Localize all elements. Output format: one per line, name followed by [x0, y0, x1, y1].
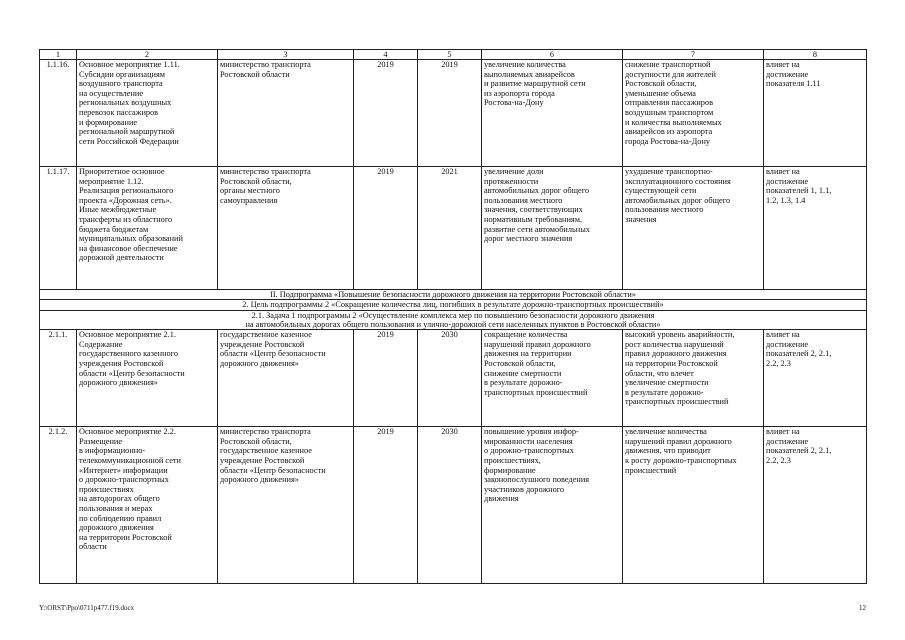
subprogram-heading-row: [40, 290, 867, 300]
program-table: [39, 49, 867, 584]
executor-cell: министерство транспорта Ростовской области, органы местного самоуправления: [218, 167, 354, 290]
row-number: 2.1.1.: [40, 330, 77, 427]
column-number: 5: [418, 50, 482, 60]
column-number: 4: [354, 50, 418, 60]
row-number: 1.1.16.: [40, 60, 77, 167]
start-year-cell: 2019: [354, 60, 418, 167]
end-year-cell: 2030: [418, 330, 482, 427]
row-number: 2.1.2.: [40, 427, 77, 584]
table-row: [40, 427, 867, 584]
goal-heading-row: [40, 300, 867, 310]
goal-heading: 2. Цель подпрограммы 2 «Сокращение количества лиц, погибших в результате дорожно-транспортных происшествий»: [40, 300, 867, 310]
consequence-cell: ухудшение транспортно- эксплуатационного состояния существующей сети автомобильных дорог общего пользования местного значения: [623, 167, 764, 290]
executor-cell: министерство транспорта Ростовской области: [218, 60, 354, 167]
column-number-row: [40, 50, 867, 60]
file-path-footer: Y:\ORST\Ppo\0711p477.f19.docx: [39, 604, 135, 612]
subprogram-heading: II. Подпрограмма «Повышение безопасности дорожного движения на территории Ростовской области»: [40, 290, 867, 300]
start-year-cell: 2019: [354, 330, 418, 427]
column-number: 7: [623, 50, 764, 60]
table-row: [40, 167, 867, 290]
end-year-cell: 2021: [418, 167, 482, 290]
measure-cell: Основное мероприятие 2.2. Размещение в информационно- телекоммуникационной сети «Интернет» информации о дорожно-транспортных происшествиях на автодорогах общего пользования и мерах по соблюдению правил дорожного движения на территории Ростовской области: [77, 427, 218, 584]
row-number: 1.1.17.: [40, 167, 77, 290]
measure-cell: Приоритетное основное мероприятие 1.12. Реализация регионального проекта «Дорожная сеть». Иные межбюджетные трансферты из областного бюджета бюджетам муниципальных образований на финансовое обеспечение дорожной деятельности: [77, 167, 218, 290]
start-year-cell: 2019: [354, 167, 418, 290]
measure-cell: Основное мероприятие 1.11. Субсидии организациям воздушного транспорта на осуществление региональных воздушных перевозок пассажиров и формирование региональной маршрутной сети Российской Федерации: [77, 60, 218, 167]
indicator-link-cell: влияет на достижение показателей 1, 1.1, 1.2, 1.3, 1.4: [764, 167, 867, 290]
page-number: 12: [859, 604, 866, 612]
indicator-link-cell: влияет на достижение показателей 2, 2.1, 2.2, 2.3: [764, 427, 867, 584]
consequence-cell: снижение транспортной доступности для жителей Ростовской области, уменьшение объема отправления пассажиров воздушным транспортом и количества выполняемых авиарейсов из аэропорта города Ростова-на-Дону: [623, 60, 764, 167]
task-heading: 2.1. Задача 1 подпрограммы 2 «Осуществление комплекса мер по повышению безопасности дорожного движения на автомобильных дорогах общего пользования и улично-дорожной сети населенных пунктов в Ростовской области»: [40, 310, 867, 330]
start-year-cell: 2019: [354, 427, 418, 584]
consequence-cell: высокий уровень аварийности, рост количества нарушений правил дорожного движения на территории Ростовской области, что влечет увеличение смертности в результате дорожно- транспортных происшествий: [623, 330, 764, 427]
column-number: 3: [218, 50, 354, 60]
executor-cell: министерство транспорта Ростовской области, государственное казенное учреждение Ростовской области «Центр безопасности дорожного движения»: [218, 427, 354, 584]
table-row: [40, 330, 867, 427]
consequence-cell: увеличение количества нарушений правил дорожного движения, что приводит к росту дорожно-транспортных происшествий: [623, 427, 764, 584]
table-row: [40, 60, 867, 167]
column-number: 1: [40, 50, 77, 60]
column-number: 8: [764, 50, 867, 60]
column-number: 6: [482, 50, 623, 60]
result-cell: увеличение количества выполняемых авиарейсов и развитие маршрутной сети из аэропорта города Ростова-на-Дону: [482, 60, 623, 167]
executor-cell: государственное казенное учреждение Ростовской области «Центр безопасности дорожного движения»: [218, 330, 354, 427]
column-number: 2: [77, 50, 218, 60]
end-year-cell: 2030: [418, 427, 482, 584]
end-year-cell: 2019: [418, 60, 482, 167]
indicator-link-cell: влияет на достижение показателя 1.11: [764, 60, 867, 167]
result-cell: сокращение количества нарушений правил дорожного движения на территории Ростовской области, снижение смертности в результате дорожно- транспортных происшествий: [482, 330, 623, 427]
result-cell: увеличение доли протяженности автомобильных дорог общего пользования местного значения, соответствующих нормативным требованиям, развитие сети автомобильных дорог местного значения: [482, 167, 623, 290]
task-heading-row: [40, 310, 867, 330]
measure-cell: Основное мероприятие 2.1. Содержание государственного казенного учреждения Ростовской области «Центр безопасности дорожного движения»: [77, 330, 218, 427]
result-cell: повышение уровня инфор- мированности населения о дорожно-транспортных происшествиях, формирование законопослушного поведения участников дорожного движения: [482, 427, 623, 584]
indicator-link-cell: влияет на достижение показателей 2, 2.1, 2.2, 2.3: [764, 330, 867, 427]
